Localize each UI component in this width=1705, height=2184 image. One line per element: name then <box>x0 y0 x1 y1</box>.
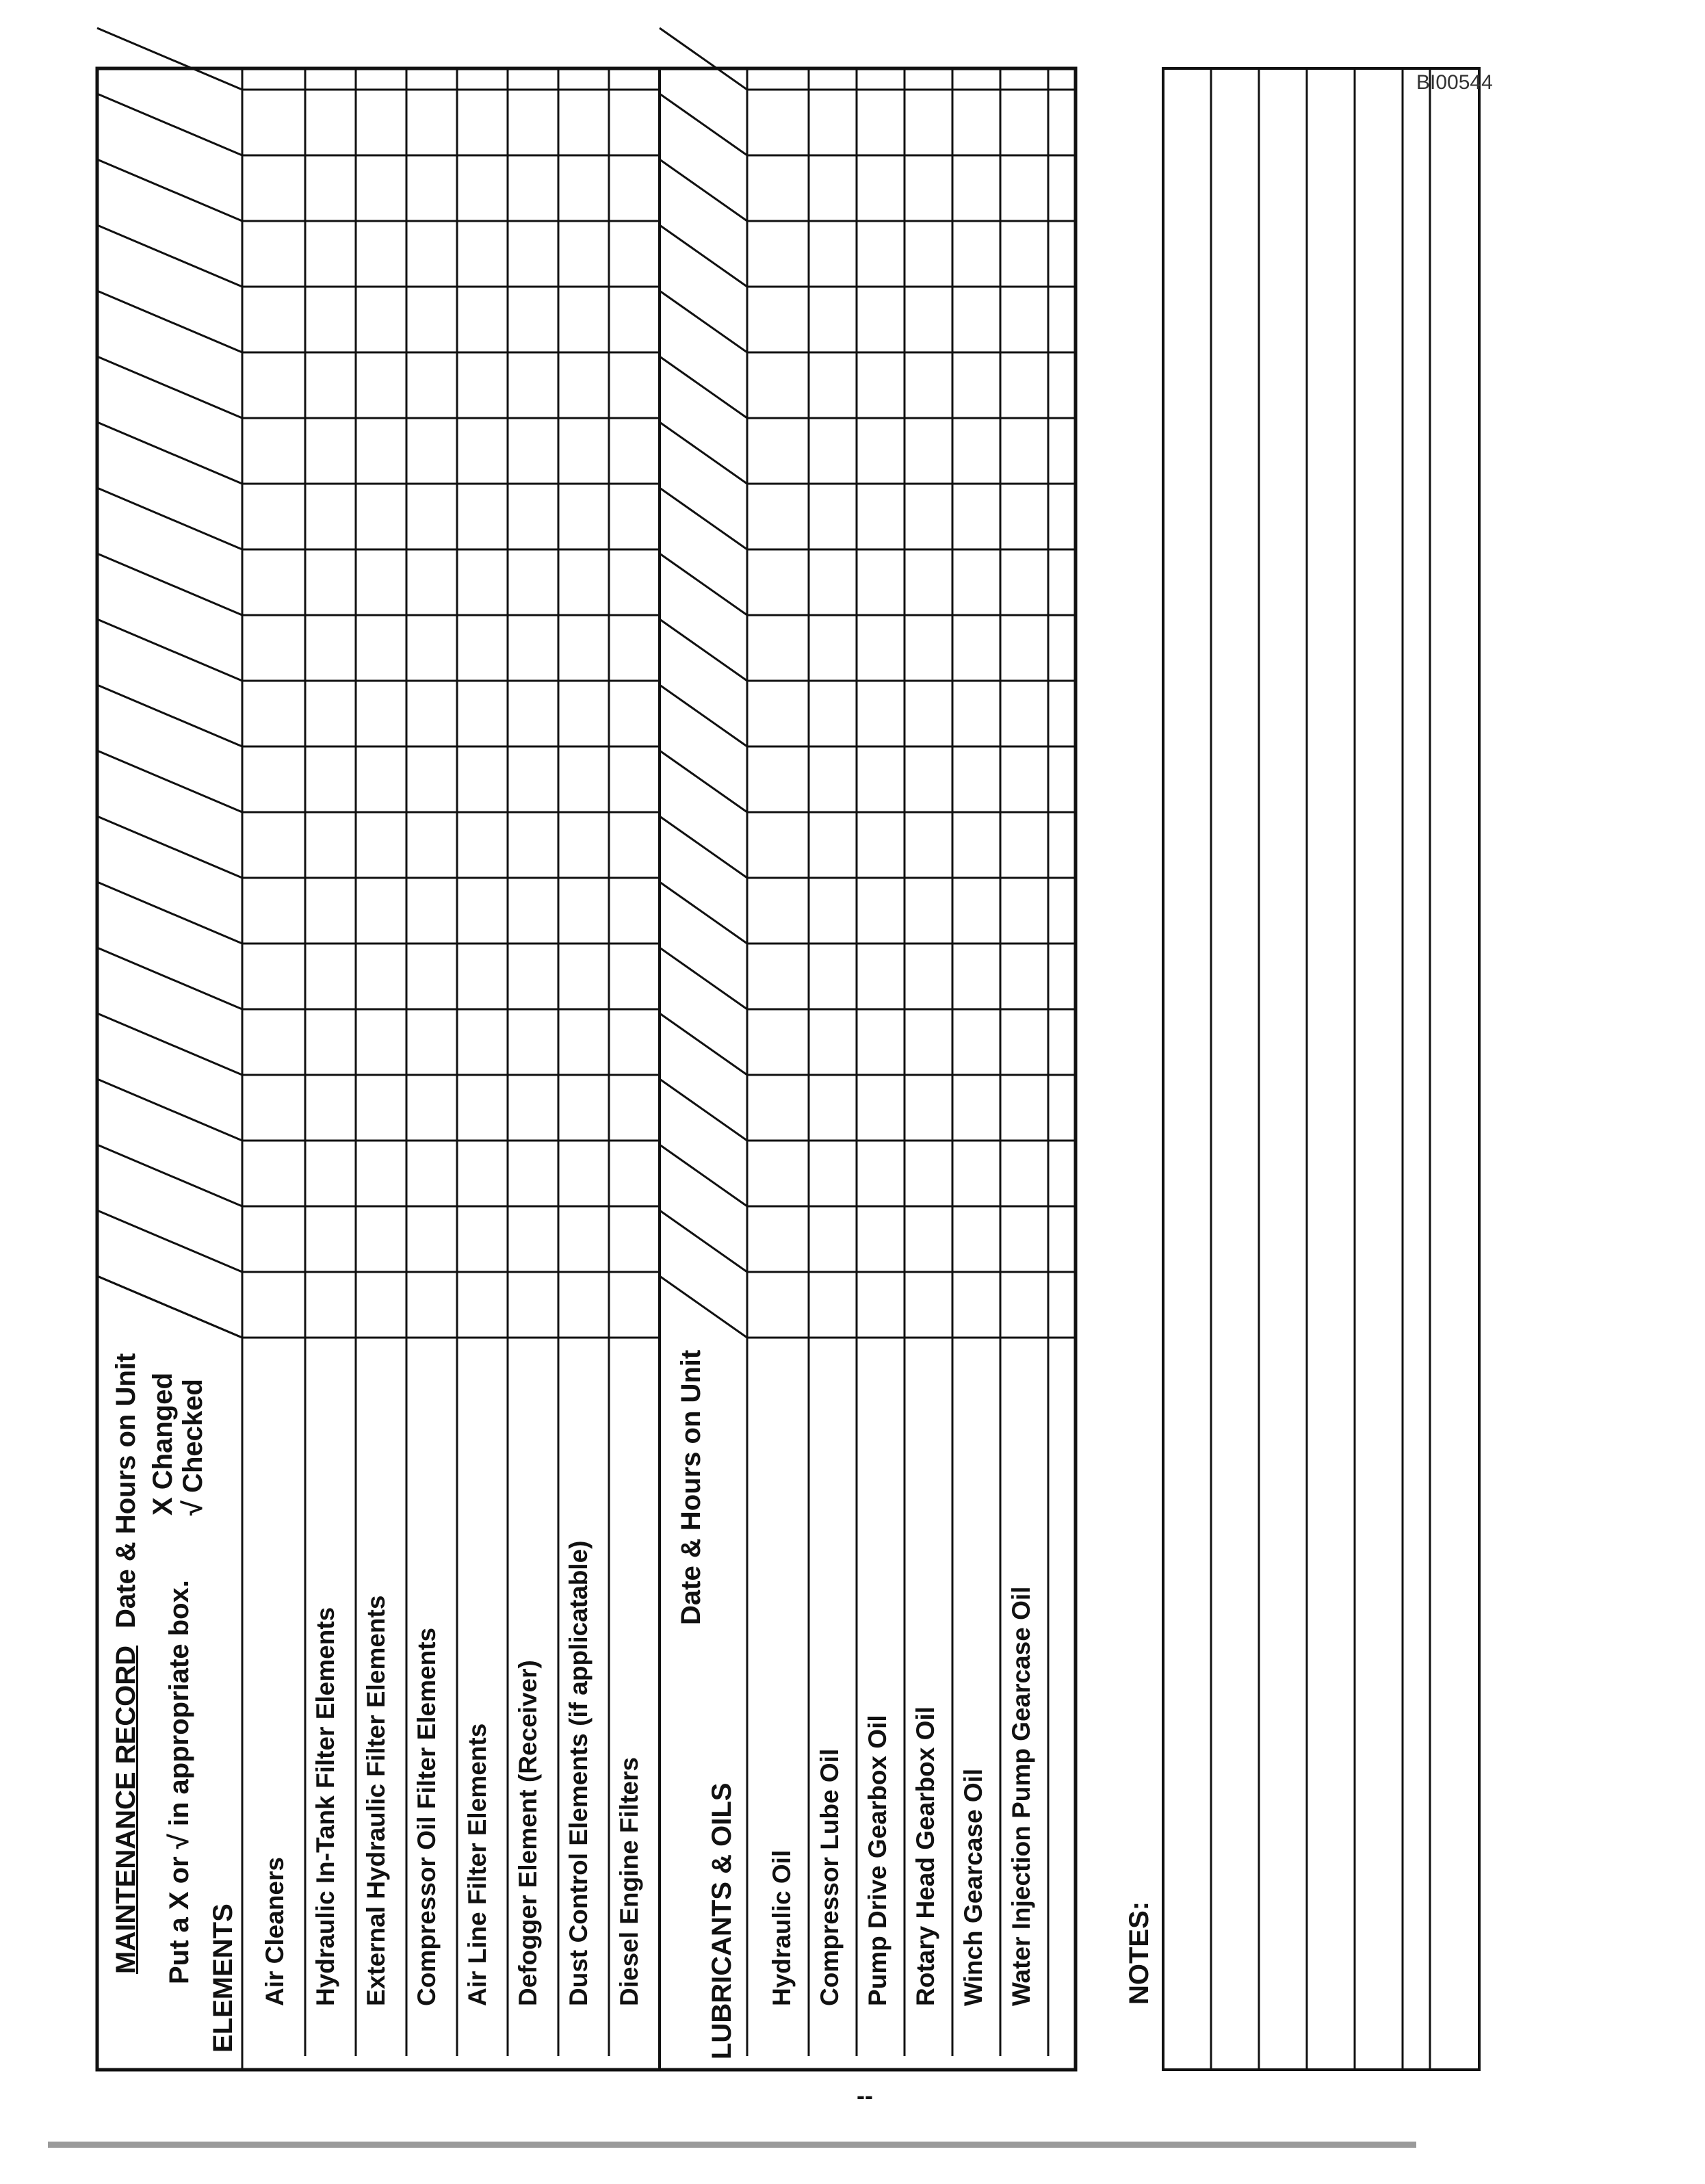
header-diagonal <box>660 1013 747 1075</box>
row-label-compressor-oil-filter: Compressor Oil Filter Elements <box>413 1627 441 2006</box>
header-diagonal <box>97 1276 242 1338</box>
header-diagonal <box>660 1079 747 1141</box>
header-diagonal <box>660 948 747 1009</box>
elements-heading: ELEMENTS <box>208 1903 238 2053</box>
header-diagonal <box>660 816 747 878</box>
header-diagonal <box>660 685 747 746</box>
header-diagonal <box>97 28 242 90</box>
header-diagonal <box>660 94 747 155</box>
header-diagonal <box>660 619 747 681</box>
legend-checked: √ Checked <box>178 1379 208 1516</box>
bottom-rule <box>48 2142 1416 2148</box>
row-label-pump-drive-gearbox-oil: Pump Drive Gearbox Oil <box>863 1715 891 2006</box>
header-diagonal <box>97 291 242 352</box>
row-label-air-line-filter: Air Line Filter Elements <box>463 1723 491 2006</box>
form-title: MAINTENANCE RECORD <box>111 1646 141 1974</box>
header-diagonal <box>660 1145 747 1206</box>
header-diagonal <box>97 159 242 221</box>
header-diagonal <box>660 291 747 352</box>
header-diagonal <box>97 422 242 484</box>
row-label-rotary-head-gearbox-oil: Rotary Head Gearbox Oil <box>911 1706 939 2006</box>
header-diagonal <box>660 422 747 484</box>
header-diagonal <box>97 225 242 287</box>
page-marker: -- <box>857 2081 873 2109</box>
header-diagonal <box>660 28 747 90</box>
row-label-defogger-element: Defogger Element (Receiver) <box>514 1660 542 2006</box>
header-diagonal <box>97 685 242 746</box>
header-diagonal <box>660 159 747 221</box>
lubricants-date-hours-label: Date & Hours on Unit <box>676 1349 706 1625</box>
row-label-water-injection-pump-gearcase-oil: Water Injection Pump Gearcase Oil <box>1007 1586 1035 2006</box>
date-hours-label: Date & Hours on Unit <box>111 1353 141 1628</box>
header-diagonal <box>97 882 242 944</box>
header-diagonal <box>660 882 747 944</box>
header-diagonal <box>97 1145 242 1206</box>
row-label-diesel-engine-filters: Diesel Engine Filters <box>615 1757 643 2006</box>
header-diagonal <box>97 1079 242 1141</box>
header-diagonal <box>660 488 747 549</box>
legend-changed: X Changed <box>148 1373 178 1516</box>
header-diagonal <box>660 225 747 287</box>
header-diagonal <box>97 751 242 812</box>
row-label-hydraulic-oil: Hydraulic Oil <box>768 1849 796 2006</box>
header-diagonal <box>97 1013 242 1075</box>
row-label-external-hydraulic-filter: External Hydraulic Filter Elements <box>362 1595 390 2006</box>
row-label-compressor-lube-oil: Compressor Lube Oil <box>816 1748 844 2006</box>
header-diagonal <box>660 1276 747 1338</box>
header-diagonal <box>97 94 242 155</box>
row-label-winch-gearcase-oil: Winch Gearcase Oil <box>959 1768 987 2006</box>
header-diagonal <box>97 1210 242 1272</box>
header-diagonal <box>660 554 747 615</box>
header-diagonal <box>97 488 242 549</box>
row-label-dust-control-elements: Dust Control Elements (if applicatable) <box>564 1540 593 2006</box>
header-diagonal <box>97 948 242 1009</box>
instruction-text: Put a X or √ in appropriate box. <box>164 1580 194 1984</box>
lubricants-heading: LUBRICANTS & OILS <box>707 1782 737 2059</box>
header-diagonal <box>660 356 747 418</box>
header-diagonal <box>660 1210 747 1272</box>
header-diagonal <box>97 554 242 615</box>
header-diagonal <box>660 751 747 812</box>
header-diagonal <box>97 619 242 681</box>
notes-label: NOTES: <box>1124 1901 1154 2005</box>
row-label-air-cleaners: Air Cleaners <box>261 1857 289 2006</box>
header-diagonal <box>97 356 242 418</box>
header-diagonal <box>97 816 242 878</box>
row-label-hydraulic-in-tank-filter: Hydraulic In-Tank Filter Elements <box>311 1607 339 2006</box>
document-code: BI00544 <box>1416 71 1493 94</box>
